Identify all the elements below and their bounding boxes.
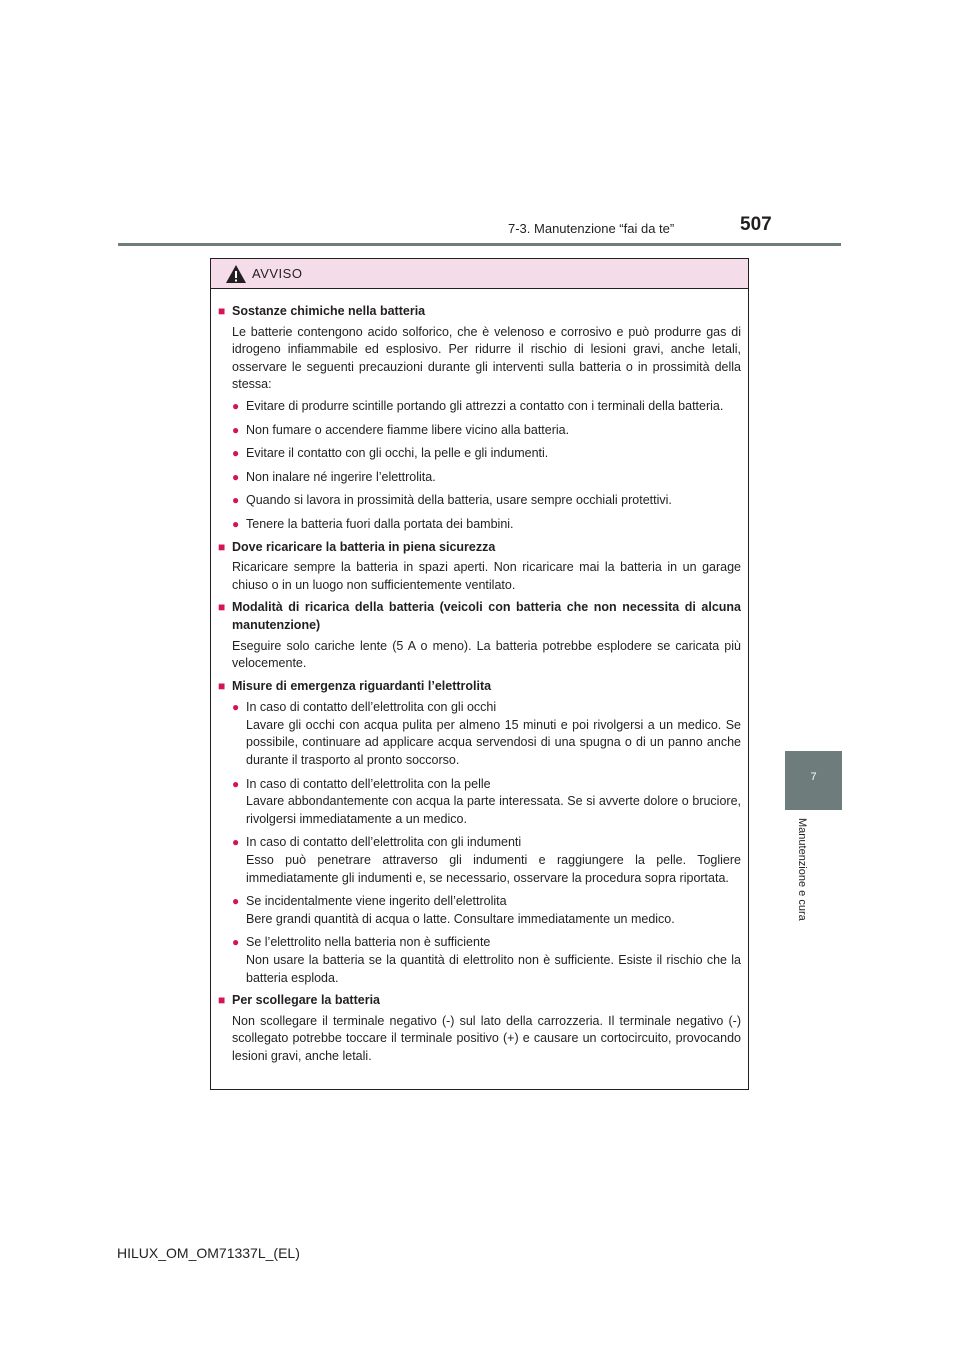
warning-section [218, 992, 741, 1065]
section-heading [218, 678, 741, 696]
warning-box [210, 258, 749, 1090]
bullet-line-title: Se l’elettrolito nella batteria non è sufficiente [246, 935, 491, 950]
header-rule [118, 243, 841, 246]
bullet-text [246, 776, 741, 829]
chapter-tab-number: 7 [810, 771, 817, 783]
bullet-item [218, 834, 741, 887]
warning-section [218, 678, 741, 988]
bullet-item [218, 469, 741, 487]
round-bullet-icon: ● [232, 776, 240, 791]
round-bullet-icon: ● [232, 422, 240, 437]
bullet-line-title: Se incidentalmente viene ingerito dell’elettrolita [246, 894, 507, 909]
section-heading-text: Dove ricaricare la batteria in piena sicurezza [232, 539, 496, 554]
bullet-line-title: In caso di contatto dell’elettrolita con gli indumenti [246, 835, 522, 850]
bullet-line-detail: Esso può penetrare attraverso gli indumenti e raggiungere la pelle. Togliere immediatamente gli indumenti e, se necessario, osservare la procedura sopra riportata. [246, 853, 741, 885]
bullet-item [218, 492, 741, 510]
bullet-item [218, 934, 741, 987]
round-bullet-icon: ● [232, 700, 240, 715]
bullet-line-detail: Non usare la batteria se la quantità di elettrolito non è sufficiente. Esiste il rischio che la batteria esploda. [246, 953, 741, 985]
round-bullet-icon: ● [232, 398, 240, 413]
bullet-text [246, 492, 741, 510]
round-bullet-icon: ● [232, 894, 240, 909]
bullet-line-title: Evitare di produrre scintille portando gli attrezzi a contatto con i terminali della batteria. [246, 398, 724, 413]
bullet-line-title: Quando si lavora in prossimità della batteria, usare sempre occhiali protettivi. [246, 493, 672, 508]
section-heading-text: Modalità di ricarica della batteria (veicoli con batteria che non necessita di alcuna manutenzione) [232, 600, 741, 632]
bullet-line-title: Evitare il contatto con gli occhi, la pelle e gli indumenti. [246, 446, 549, 461]
warning-section [218, 539, 741, 595]
round-bullet-icon: ● [232, 516, 240, 531]
round-bullet-icon: ● [232, 493, 240, 508]
bullet-line-detail: Lavare gli occhi con acqua pulita per almeno 15 minuti e poi rivolgersi a un medico. Se possibile, continuare ad applicare acqua servendosi di una spugna o di un panno anche durante il trasporto al pronto soccorso. [246, 717, 741, 768]
section-heading [218, 992, 741, 1010]
warning-title: AVVISO [252, 266, 303, 281]
square-bullet-icon: ■ [218, 600, 226, 615]
bullet-item [218, 445, 741, 463]
section-heading-text: Misure di emergenza riguardanti l’elettrolita [232, 678, 492, 693]
chapter-tab-label: Manutenzione e cura [796, 818, 808, 921]
section-heading [218, 303, 741, 321]
warning-section [218, 599, 741, 672]
bullet-line-title: Tenere la batteria fuori dalla portata dei bambini. [246, 516, 514, 531]
square-bullet-icon: ■ [218, 304, 226, 318]
bullet-item [218, 398, 741, 416]
section-heading-text: Sostanze chimiche nella batteria [232, 304, 426, 318]
bullet-line-title: Non fumare o accendere fiamme libere vicino alla batteria. [246, 422, 570, 437]
section-paragraph: Non scollegare il terminale negativo (-) sul lato della carrozzeria. Il terminale negativo (-) scollegato potrebbe toccare il terminale positivo (+) e causare un cortocircuito, provocando lesioni gravi, anche letali. [232, 1013, 741, 1063]
bullet-text [246, 398, 741, 416]
section-heading [218, 599, 741, 634]
round-bullet-icon: ● [232, 935, 240, 950]
bullet-text [246, 699, 741, 769]
bullet-line-title: In caso di contatto dell’elettrolita con gli occhi [246, 700, 497, 715]
bullet-line-detail: Bere grandi quantità di acqua o latte. Consultare immediatamente un medico. [246, 911, 675, 926]
warning-section [218, 303, 741, 534]
bullet-text [246, 445, 741, 463]
bullet-text [246, 934, 741, 987]
round-bullet-icon: ● [232, 835, 240, 850]
section-heading-text: Per scollegare la batteria [232, 993, 380, 1008]
bullet-text [246, 893, 741, 928]
bullet-item [218, 422, 741, 440]
warning-body [211, 289, 748, 1066]
bullet-text [246, 516, 741, 534]
section-heading [218, 539, 741, 557]
bullet-text [246, 469, 741, 487]
round-bullet-icon: ● [232, 469, 240, 484]
bullet-item [218, 699, 741, 769]
warning-header [211, 259, 748, 289]
bullet-item [218, 776, 741, 829]
bullet-item [218, 516, 741, 534]
square-bullet-icon: ■ [218, 678, 226, 693]
footer-document-code: HILUX_OM_OM71337L_(EL) [117, 1245, 300, 1261]
square-bullet-icon: ■ [218, 993, 226, 1008]
section-paragraph: Le batterie contengono acido solforico, che è velenoso e corrosivo e può produrre gas di idrogeno infiammabile ed esplosivo. Per ridurre il rischio di lesioni gravi, anche letali, osservare le seguenti precauzioni durante gli interventi sulla batteria o in prossimità della stessa: [232, 324, 741, 392]
section-paragraph: Ricaricare sempre la batteria in spazi aperti. Non ricaricare mai la batteria in un garage chiuso o in un luogo non sufficientemente ventilato. [232, 560, 741, 592]
chapter-tab[interactable] [785, 751, 842, 810]
bullet-item [218, 893, 741, 928]
square-bullet-icon: ■ [218, 539, 226, 554]
bullet-text [246, 422, 741, 440]
round-bullet-icon: ● [232, 446, 240, 461]
bullet-line-detail: Lavare abbondantemente con acqua la parte interessata. Se si avverte dolore o bruciore, rivolgersi immediatamente a un medico. [246, 794, 741, 826]
bullet-line-title: In caso di contatto dell’elettrolita con la pelle [246, 776, 491, 791]
section-paragraph: Eseguire solo cariche lente (5 A o meno). La batteria potrebbe esplodere se caricata più velocemente. [232, 638, 741, 671]
page-number: 507 [740, 214, 772, 235]
bullet-line-title: Non inalare né ingerire l’elettrolita. [246, 469, 436, 484]
header-section-title: 7-3. Manutenzione “fai da te” [508, 221, 675, 236]
warning-triangle-icon [225, 264, 247, 284]
bullet-text [246, 834, 741, 887]
